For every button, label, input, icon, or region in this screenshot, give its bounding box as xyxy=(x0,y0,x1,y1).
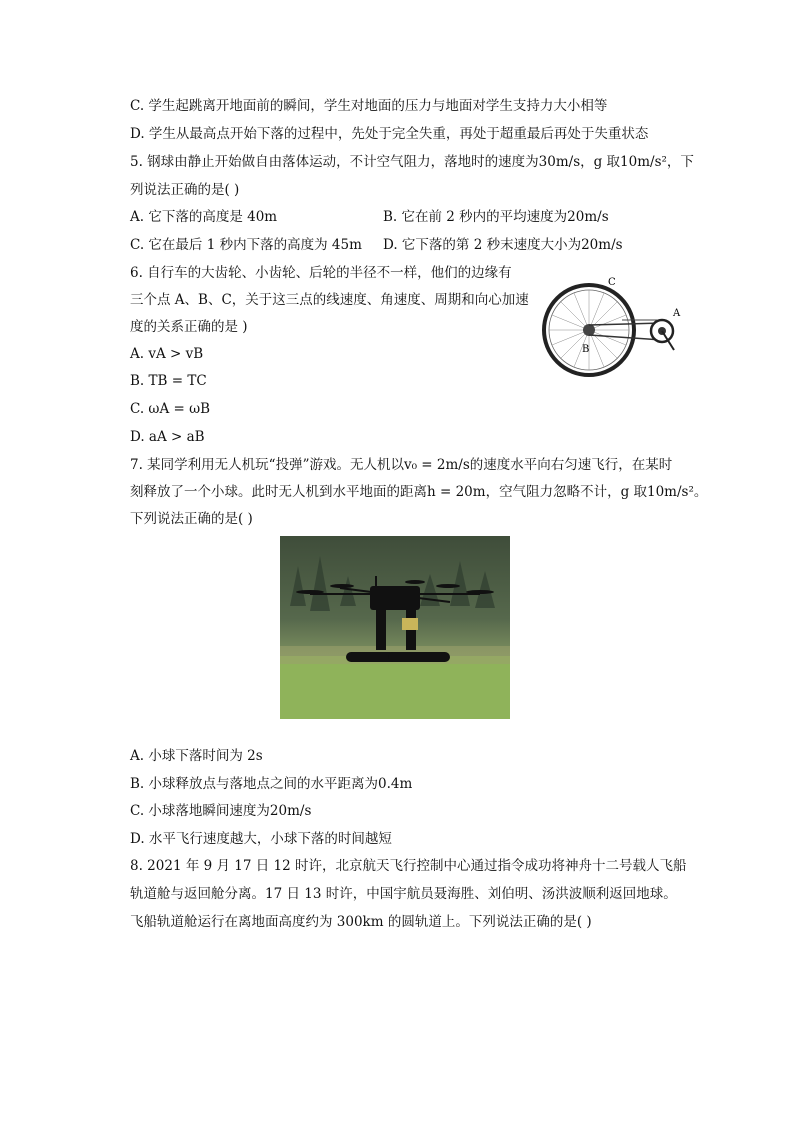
q7-option-d: D. 水平飞行速度越大，小球下落的时间越短 xyxy=(130,831,392,847)
q5-option-a: A. 它下落的高度是 40m xyxy=(130,209,278,225)
question-7-stem-cont2: 下列说法正确的是( ) xyxy=(130,511,253,527)
drone-photo xyxy=(280,536,510,719)
q6-option-c: C. ωA = ωB xyxy=(130,401,211,417)
q5-option-c: C. 它在最后 1 秒内下落的高度为 45m xyxy=(130,237,362,253)
question-6-stem-cont: 三个点 A、B、C，关于这三点的线速度、角速度、周期和向心加速 xyxy=(130,292,529,308)
q6-option-a: A. vA > vB xyxy=(130,346,204,362)
question-5-stem-cont: 列说法正确的是( ) xyxy=(130,182,240,198)
question-8-stem: 8. 2021 年 9 月 17 日 12 时许，北京航天飞行控制中心通过指令成功将神舟十二号载人飞船 xyxy=(130,858,687,874)
q6-option-d: D. aA > aB xyxy=(130,429,205,445)
option-d-line: D. 学生从最高点开始下落的过程中，先处于完全失重，再处于超重最后再处于失重状态 xyxy=(130,126,649,142)
q7-option-c: C. 小球落地瞬间速度为20m/s xyxy=(130,803,312,819)
question-7-stem: 7. 某同学利用无人机玩“投弹”游戏。无人机以v₀ = 2m/s的速度水平向右匀速飞行，在某时 xyxy=(130,457,673,473)
question-6-stem: 6. 自行车的大齿轮、小齿轮、后轮的半径不一样，他们的边缘有 xyxy=(130,265,512,281)
question-8-stem-cont: 轨道舱与返回舱分离。17 日 13 时许，中国宇航员聂海胜、刘伯明、汤洪波顺利返回地球。 xyxy=(130,886,677,902)
question-5-stem: 5. 钢球由静止开始做自由落体运动，不计空气阻力，落地时的速度为30m/s，g 取10m/s²，下 xyxy=(130,154,694,170)
label-b: B xyxy=(582,344,590,355)
bicycle-wheel-figure xyxy=(542,270,692,380)
label-a: A xyxy=(673,308,681,319)
q6-option-b: B. TB = TC xyxy=(130,373,207,389)
label-c: C xyxy=(608,277,616,288)
question-8-stem-cont2: 飞船轨道舱运行在离地面高度约为 300km 的圆轨道上。下列说法正确的是( ) xyxy=(130,914,592,930)
q5-option-d: D. 它下落的第 2 秒末速度大小为20m/s xyxy=(383,237,623,253)
q7-option-b: B. 小球释放点与落地点之间的水平距离为0.4m xyxy=(130,776,413,792)
question-6-stem-cont2: 度的关系正确的是 ) xyxy=(130,319,248,335)
q5-option-b: B. 它在前 2 秒内的平均速度为20m/s xyxy=(383,209,609,225)
option-c-line: C. 学生起跳离开地面前的瞬间，学生对地面的压力与地面对学生支持力大小相等 xyxy=(130,98,608,114)
q7-option-a: A. 小球下落时间为 2s xyxy=(130,748,263,764)
question-7-stem-cont: 刻释放了一个小球。此时无人机到水平地面的距离h = 20m，空气阻力忽略不计，g 取10m/s²。 xyxy=(130,484,708,500)
